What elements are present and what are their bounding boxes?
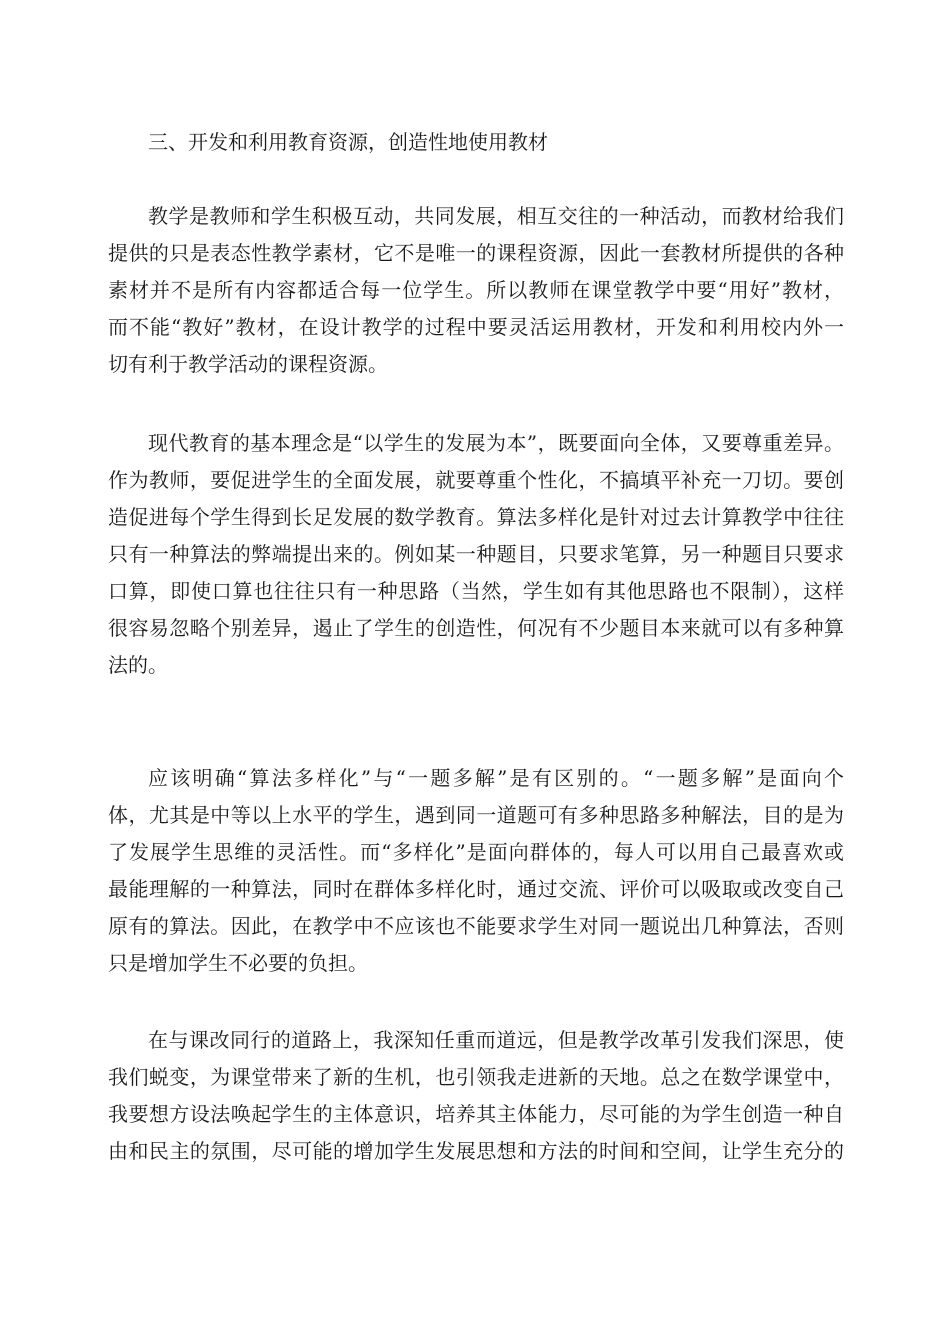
paragraph-3 [108, 760, 844, 982]
paragraph-line: 提供的只是表态性教学素材，它不是唯一的课程资源，因此一套教材所提供的各种 [108, 241, 844, 265]
paragraph-line: 现代教育的基本理念是“以学生的发展为本”，既要面向全体，又要尊重差异。 [148, 431, 844, 455]
paragraph-4 [108, 1022, 844, 1170]
paragraph-1 [108, 198, 844, 383]
paragraph-line: 而不能“教好”教材，在设计教学的过程中要灵活运用教材，开发和利用校内外一 [108, 315, 844, 339]
paragraph-line: 造促进每个学生得到长足发展的数学教育。算法多样化是针对过去计算教学中往往 [108, 505, 844, 529]
paragraph-line: 很容易忽略个别差异，遏止了学生的创造性，何况有不少题目本来就可以有多种算 [108, 616, 844, 640]
section-heading: 三、开发和利用教育资源，创造性地使用教材 [148, 130, 548, 154]
paragraph-line: 我们蜕变，为课堂带来了新的生机，也引领我走进新的天地。总之在数学课堂中， [108, 1065, 844, 1089]
paragraph-line: 体，尤其是中等以上水平的学生，遇到同一道题可有多种思路多种解法，目的是为 [108, 803, 844, 827]
paragraph-line: 在与课改同行的道路上，我深知任重而道远，但是教学改革引发我们深思，使 [148, 1028, 844, 1052]
paragraph-line: 只有一种算法的弊端提出来的。例如某一种题目，只要求笔算，另一种题目只要求 [108, 542, 844, 566]
paragraph-line: 只是增加学生不必要的负担。 [108, 951, 368, 975]
paragraph-line: 我要想方设法唤起学生的主体意识，培养其主体能力，尽可能的为学生创造一种自 [108, 1102, 844, 1126]
paragraph-line: 最能理解的一种算法，同时在群体多样化时，通过交流、评价可以吸取或改变自己 [108, 877, 844, 901]
paragraph-line: 作为教师，要促进学生的全面发展，就要尊重个性化，不搞填平补充一刀切。要创 [108, 468, 844, 492]
paragraph-line: 应该明确“算法多样化”与“一题多解”是有区别的。“一题多解”是面向个 [148, 766, 844, 790]
paragraph-line: 法的。 [108, 653, 168, 677]
paragraph-line: 切有利于教学活动的课程资源。 [108, 352, 388, 376]
paragraph-line: 由和民主的氛围，尽可能的增加学生发展思想和方法的时间和空间，让学生充分的 [108, 1139, 844, 1163]
paragraph-line: 原有的算法。因此，在教学中不应该也不能要求学生对同一题说出几种算法，否则 [108, 914, 844, 938]
paragraph-line: 了发展学生思维的灵活性。而“多样化”是面向群体的，每人可以用自己最喜欢或 [108, 840, 844, 864]
paragraph-line: 素材并不是所有内容都适合每一位学生。所以教师在课堂教学中要“用好”教材， [108, 278, 844, 302]
paragraph-line: 教学是教师和学生积极互动，共同发展，相互交往的一种活动，而教材给我们 [148, 204, 844, 228]
paragraph-line: 口算，即使口算也往往只有一种思路（当然，学生如有其他思路也不限制），这样 [108, 579, 844, 603]
paragraph-2 [108, 425, 844, 684]
